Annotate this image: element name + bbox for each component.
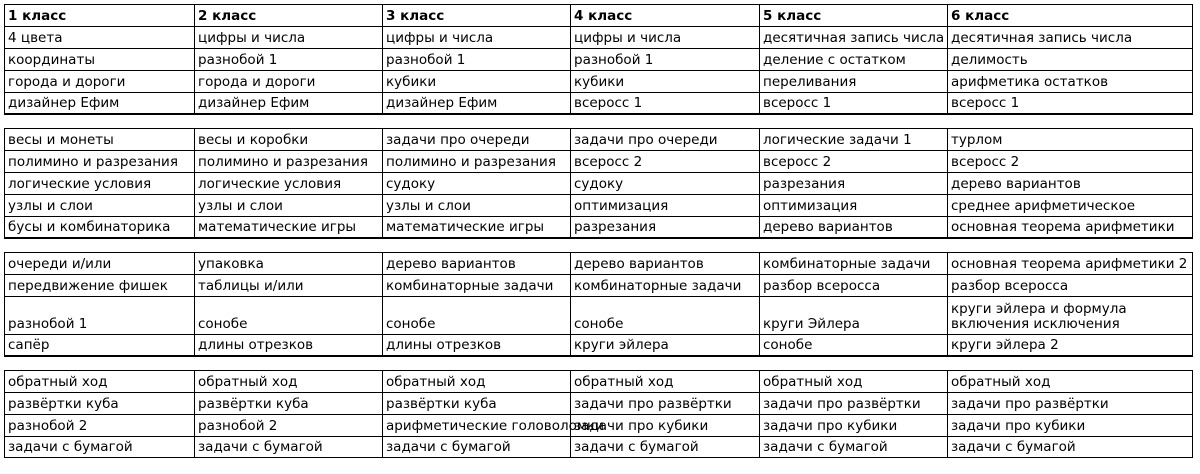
cell-text: арифметика остатков	[951, 74, 1109, 90]
cell-text: города и дороги	[8, 74, 126, 90]
cell-text: узлы и слои	[8, 198, 93, 214]
table-cell	[947, 128, 1193, 150]
cell-text: задачи про развёртки	[951, 396, 1109, 412]
cell-text: упаковка	[198, 256, 264, 272]
table-cell	[4, 296, 194, 334]
cell-text: 4 цвета	[8, 30, 63, 46]
cell-text: основная теорема арифметики 2	[951, 256, 1188, 272]
cell-text: разбор всеросса	[951, 278, 1069, 294]
header-cell: 4 класс	[570, 4, 759, 26]
table-row	[4, 414, 1193, 436]
cell-text: дизайнер Ефим	[198, 95, 310, 111]
cell-text: полимино и разрезания	[198, 154, 368, 170]
table-row	[4, 128, 1193, 150]
cell-text: дерево вариантов	[763, 219, 893, 235]
cell-text: деление с остатком	[763, 52, 906, 68]
cell-text: круги эйлера 2	[951, 337, 1059, 353]
table-cell	[570, 172, 759, 194]
cell-text: длины отрезков	[198, 337, 314, 353]
table-cell	[570, 414, 759, 436]
table-cell	[947, 70, 1193, 92]
table-cell	[4, 414, 194, 436]
table-cell	[570, 128, 759, 150]
cell-text: судоку	[386, 176, 436, 192]
table-cell	[382, 26, 570, 48]
table-cell	[4, 172, 194, 194]
cell-text: задачи про развёртки	[574, 396, 732, 412]
table-row	[4, 252, 1193, 274]
table-row	[4, 392, 1193, 414]
table-cell	[570, 370, 759, 392]
table-cell	[947, 26, 1193, 48]
cell-text: полимино и разрезания	[386, 154, 556, 170]
cell-text: сонобе	[763, 337, 813, 353]
header-cell: 3 класс	[382, 4, 570, 26]
table-cell	[759, 194, 947, 216]
cell-text: всеросс 1	[763, 95, 832, 111]
cell-text: разбор всеросса	[763, 278, 881, 294]
table-cell	[947, 92, 1193, 113]
table-cell	[382, 150, 570, 172]
table-cell	[947, 436, 1193, 457]
table-row	[4, 216, 1193, 238]
table-cell	[570, 252, 759, 274]
cell-text: обратный ход	[574, 374, 674, 390]
table-cell	[4, 274, 194, 296]
cell-text: круги эйлера	[574, 337, 669, 353]
table-cell	[759, 70, 947, 92]
table-row	[4, 70, 1193, 92]
table-row	[4, 194, 1193, 216]
table-cell	[947, 392, 1193, 414]
cell-text: весы и монеты	[8, 132, 114, 148]
table-cell	[947, 334, 1193, 355]
table-cell	[570, 70, 759, 92]
table-cell	[194, 26, 382, 48]
cell-text: делимость	[951, 52, 1028, 68]
table-row	[4, 92, 1193, 114]
cell-text: всеросс 2	[951, 154, 1020, 170]
cell-text: оптимизация	[763, 198, 858, 214]
cell-text: разнобой 1	[574, 52, 654, 68]
cell-text: сапёр	[8, 337, 50, 353]
cell-text: среднее арифметическое	[951, 198, 1136, 214]
table-cell	[382, 414, 604, 436]
cell-text: основная теорема арифметики	[951, 219, 1175, 235]
cell-text: оптимизация	[574, 198, 669, 214]
cell-text: задачи с бумагой	[386, 439, 511, 455]
cell-text: разрезания	[574, 219, 657, 235]
table-cell	[4, 194, 194, 216]
table-cell	[382, 296, 570, 334]
table-cell	[194, 392, 382, 414]
table-cell	[570, 48, 759, 70]
table-cell	[947, 414, 1193, 436]
table-cell	[570, 296, 759, 334]
cell-text: цифры и числа	[386, 30, 494, 46]
table-cell	[759, 150, 947, 172]
cell-text: разнобой 2	[198, 418, 278, 434]
cell-text: разнобой 1	[8, 316, 88, 332]
table-cell	[759, 128, 947, 150]
table-cell	[947, 216, 1193, 237]
table-row	[4, 26, 1193, 48]
cell-text: обратный ход	[8, 374, 108, 390]
cell-text: всеросс 2	[574, 154, 643, 170]
cell-text: узлы и слои	[198, 198, 283, 214]
cell-text: всеросс 1	[951, 95, 1020, 111]
block-separator	[4, 356, 1193, 370]
table-cell	[194, 92, 382, 113]
table-cell	[4, 370, 194, 392]
cell-text: разрезания	[763, 176, 846, 192]
table-row	[4, 150, 1193, 172]
cell-text: очереди и/или	[8, 256, 112, 272]
cell-text: дерево вариантов	[386, 256, 516, 272]
table-cell	[947, 296, 1193, 334]
cell-text: бусы и комбинаторика	[8, 219, 171, 235]
table-cell	[194, 334, 382, 355]
cell-text: обратный ход	[386, 374, 486, 390]
cell-text: логические условия	[198, 176, 342, 192]
cell-text: развёртки куба	[8, 396, 119, 412]
cell-text: передвижение фишек	[8, 278, 168, 294]
table-cell	[759, 370, 947, 392]
cell-text: всеросс 2	[763, 154, 832, 170]
table-row	[4, 48, 1193, 70]
cell-text: задачи с бумагой	[951, 439, 1076, 455]
cell-text: полимино и разрезания	[8, 154, 178, 170]
table-cell	[759, 296, 947, 334]
cell-text: города и дороги	[198, 74, 316, 90]
table-row	[4, 436, 1193, 458]
cell-text: логические задачи 1	[763, 132, 912, 148]
cell-text: узлы и слои	[386, 198, 471, 214]
table-cell	[194, 216, 382, 237]
cell-text: цифры и числа	[198, 30, 306, 46]
cell-text: комбинаторные задачи	[574, 278, 742, 294]
cell-text: весы и коробки	[198, 132, 309, 148]
table-row	[4, 172, 1193, 194]
table-cell	[382, 370, 570, 392]
table-cell	[194, 48, 382, 70]
table-cell	[4, 70, 194, 92]
cell-text: дизайнер Ефим	[386, 95, 498, 111]
cell-text: кубики	[574, 74, 625, 90]
table-cell	[382, 194, 570, 216]
table-cell	[194, 150, 382, 172]
cell-text: математические игры	[198, 219, 357, 235]
table-cell	[194, 70, 382, 92]
cell-text: дизайнер Ефим	[8, 95, 120, 111]
cell-text: задачи про развёртки	[763, 396, 921, 412]
table-cell	[570, 92, 759, 113]
cell-text: задачи с бумагой	[574, 439, 699, 455]
cell-text: комбинаторные задачи	[386, 278, 554, 294]
table-cell	[947, 274, 1193, 296]
table-cell	[947, 48, 1193, 70]
cell-text: обратный ход	[763, 374, 863, 390]
cell-text: задачи с бумагой	[198, 439, 323, 455]
cell-text: десятичная запись числа	[951, 30, 1133, 46]
cell-text: логические условия	[8, 176, 152, 192]
table-cell	[759, 172, 947, 194]
table-cell	[947, 252, 1193, 274]
table-cell	[382, 216, 570, 237]
table-cell	[4, 48, 194, 70]
cell-text: разнобой 1	[198, 52, 278, 68]
cell-text: таблицы и/или	[198, 278, 304, 294]
table-cell	[4, 150, 194, 172]
cell-text: круги эйлера и формула включения исключения	[951, 301, 1127, 332]
header-cell: 5 класс	[759, 4, 947, 26]
table-cell	[194, 296, 382, 334]
table-cell	[570, 392, 759, 414]
table-cell	[947, 194, 1193, 216]
table-cell	[759, 252, 947, 274]
table-cell	[4, 128, 194, 150]
cell-text: цифры и числа	[574, 30, 682, 46]
table-cell	[4, 92, 194, 113]
block-separator	[4, 114, 1193, 128]
cell-text: длины отрезков	[386, 337, 502, 353]
table-cell	[570, 26, 759, 48]
table-cell	[570, 334, 759, 355]
table-cell	[570, 216, 759, 237]
header-cell: 6 класс	[947, 4, 1193, 26]
table-body	[4, 26, 1193, 458]
table-cell	[947, 150, 1193, 172]
table-cell	[382, 334, 570, 355]
cell-text: координаты	[8, 52, 95, 68]
cell-text: обратный ход	[951, 374, 1051, 390]
table-cell	[4, 216, 194, 237]
cell-text: десятичная запись числа	[763, 30, 945, 46]
table-cell	[194, 414, 382, 436]
table-cell	[759, 26, 947, 48]
table-cell	[4, 334, 194, 355]
cell-text: разнобой 2	[8, 418, 88, 434]
table-cell	[382, 392, 570, 414]
cell-text: дерево вариантов	[574, 256, 704, 272]
table-cell	[194, 194, 382, 216]
cell-text: обратный ход	[198, 374, 298, 390]
cell-text: всеросс 1	[574, 95, 643, 111]
table-cell	[4, 436, 194, 457]
cell-text: арифметические головоломки	[386, 418, 604, 434]
table-cell	[759, 274, 947, 296]
table-cell	[194, 370, 382, 392]
table-cell	[382, 48, 570, 70]
table-cell	[4, 252, 194, 274]
table-row	[4, 370, 1193, 392]
table-cell	[4, 26, 194, 48]
table-cell	[382, 172, 570, 194]
table-cell	[382, 92, 570, 113]
table-cell	[194, 128, 382, 150]
curriculum-table	[4, 4, 1193, 458]
table-cell	[759, 216, 947, 237]
cell-text: сонобе	[574, 316, 624, 332]
table-cell	[570, 274, 759, 296]
table-row	[4, 334, 1193, 356]
table-cell	[947, 172, 1193, 194]
cell-text: разнобой 1	[386, 52, 466, 68]
table-cell	[570, 436, 759, 457]
cell-text: переливания	[763, 74, 857, 90]
cell-text: задачи про очереди	[386, 132, 530, 148]
table-cell	[759, 436, 947, 457]
header-row	[4, 4, 1193, 26]
table-cell	[759, 334, 947, 355]
cell-text: развёртки куба	[386, 396, 497, 412]
table-cell	[194, 252, 382, 274]
cell-text: задачи с бумагой	[8, 439, 133, 455]
cell-text: развёртки куба	[198, 396, 309, 412]
table-cell	[759, 92, 947, 113]
table-cell	[382, 252, 570, 274]
table-row	[4, 296, 1193, 334]
table-cell	[570, 150, 759, 172]
table-cell	[759, 48, 947, 70]
cell-text: задачи про кубики	[574, 418, 709, 434]
cell-text: задачи про кубики	[763, 418, 898, 434]
table-cell	[4, 392, 194, 414]
header-cell: 2 класс	[194, 4, 382, 26]
table-row	[4, 274, 1193, 296]
cell-text: сонобе	[198, 316, 248, 332]
cell-text: кубики	[386, 74, 437, 90]
cell-text: судоку	[574, 176, 624, 192]
cell-text: круги Эйлера	[763, 316, 860, 332]
table-cell	[194, 436, 382, 457]
table-cell	[947, 370, 1193, 392]
cell-text: сонобе	[386, 316, 436, 332]
table-cell	[382, 436, 570, 457]
cell-text: задачи с бумагой	[763, 439, 888, 455]
table-cell	[570, 194, 759, 216]
cell-text: комбинаторные задачи	[763, 256, 931, 272]
table-cell	[382, 128, 570, 150]
table-cell	[759, 392, 947, 414]
table-cell	[759, 414, 947, 436]
header-cell: 1 класс	[4, 4, 194, 26]
cell-text: дерево вариантов	[951, 176, 1081, 192]
table-cell	[382, 274, 570, 296]
table-cell	[194, 274, 382, 296]
table-cell	[194, 172, 382, 194]
cell-text: задачи про кубики	[951, 418, 1086, 434]
cell-text: турлом	[951, 132, 1003, 148]
cell-text: задачи про очереди	[574, 132, 718, 148]
cell-text: математические игры	[386, 219, 545, 235]
table-cell	[382, 70, 570, 92]
block-separator	[4, 238, 1193, 252]
